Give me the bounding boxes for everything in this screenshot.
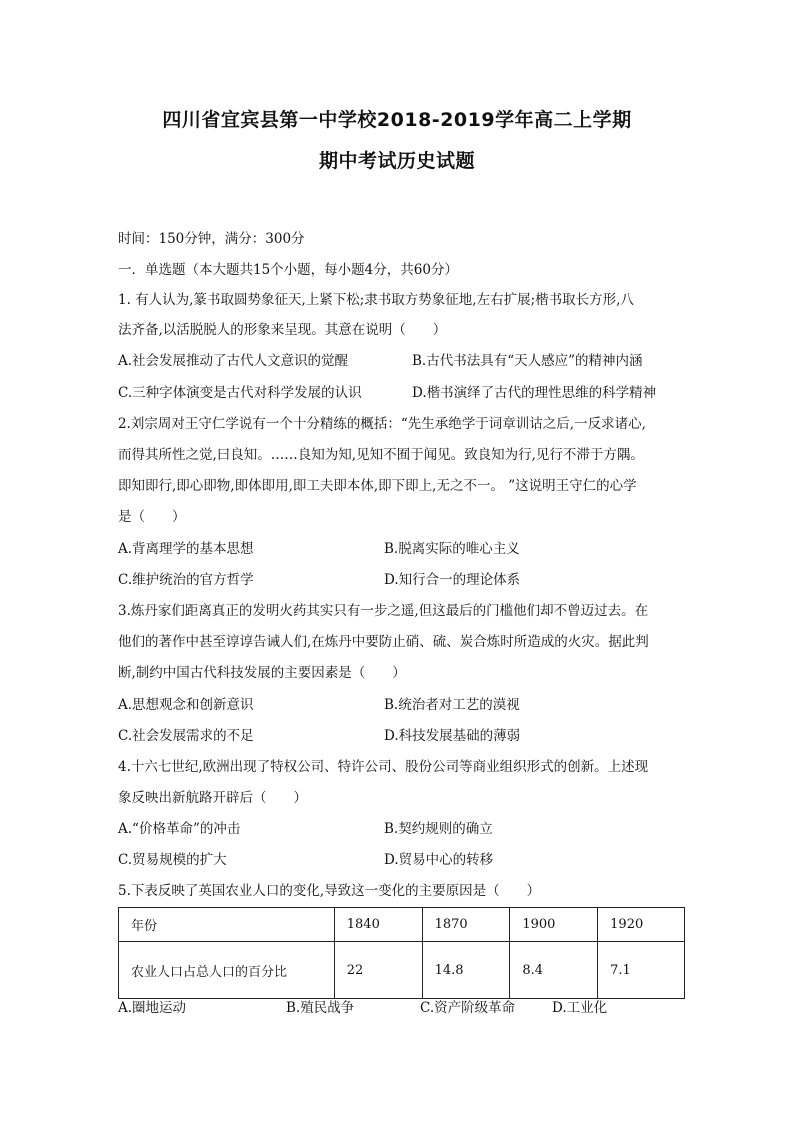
question-2-stem-line-3: 即知即行,即心即物,即体即用,即工夫即本体,即下即上,无之不一。 ”这说明王守仁的心学 — [118, 478, 637, 494]
question-2-stem-line-2: 而得其所性之觉,曰良知。……良知为知,见知不囿于闻见。致良知为行,见行不滞于方隅。 — [118, 447, 644, 463]
question-3-option-d: D.科技发展基础的薄弱 — [384, 728, 521, 744]
question-3-option-a: A.思想观念和创新意识 — [118, 697, 254, 713]
question-5-option-c: C.资产阶级革命 — [420, 1000, 516, 1016]
question-4-option-a: A.“价格革命”的冲击 — [118, 821, 241, 837]
table-cell: 1840 — [334, 908, 422, 942]
table-cell: 1920 — [598, 908, 685, 942]
question-1-option-c: C.三种字体演变是古代对科学发展的认识 — [118, 385, 362, 401]
page-title-line1: 四川省宜宾县第一中学校2018-2019学年高二上学期 — [162, 109, 632, 131]
farm-population-table — [118, 907, 685, 999]
question-2-option-b: B.脱离实际的唯心主义 — [384, 541, 520, 557]
question-2-option-a: A.背离理学的基本思想 — [118, 541, 254, 557]
section-heading: 一．单选题（本大题共15个小题，每小题4分，共60分） — [118, 262, 458, 278]
table-cell: 年份 — [119, 908, 335, 942]
question-2-option-d: D.知行合一的理论体系 — [384, 572, 521, 588]
question-1-stem-line-2: 法齐备,以活脱脱人的形象来呈现。其意在说明（ ） — [118, 322, 447, 338]
table-cell: 8.4 — [510, 942, 598, 999]
question-3-stem-line-1: 3.炼丹家们距离真正的发明火药其实只有一步之遥,但这最后的门槛他们却不曾迈过去。在 — [118, 603, 649, 619]
table-cell: 7.1 — [598, 942, 685, 999]
question-4-option-c: C.贸易规模的扩大 — [118, 852, 227, 868]
question-3-option-c: C.社会发展需求的不足 — [118, 728, 254, 744]
question-2-stem-line-1: 2.刘宗周对王守仁学说有一个十分精练的概括：“先生承绝学于词章训诂之后,一反求诸心, — [118, 416, 646, 432]
table-row — [119, 942, 685, 999]
question-1-option-a: A.社会发展推动了古代人文意识的觉醒 — [118, 353, 349, 369]
question-4-option-d: D.贸易中心的转移 — [384, 852, 494, 868]
table-cell: 14.8 — [422, 942, 510, 999]
question-5-option-b: B.殖民战争 — [286, 1000, 355, 1016]
question-2-stem-line-4: 是（ ） — [118, 509, 186, 525]
table-cell: 1870 — [422, 908, 510, 942]
table-cell: 1900 — [510, 908, 598, 942]
question-3-stem-line-2: 他们的著作中甚至谆谆告诫人们,在炼丹中要防止硝、硫、炭合炼时所造成的火灾。据此判 — [118, 634, 649, 650]
question-5-option-d: D.工业化 — [552, 1000, 608, 1016]
question-1-option-d: D.楷书演绎了古代的理性思维的科学精神 — [412, 385, 657, 401]
question-4-stem-line-1: 4.十六七世纪,欧洲出现了特权公司、特许公司、股份公司等商业组织形式的创新。上述现 — [118, 759, 649, 775]
question-3-stem-line-3: 断,制约中国古代科技发展的主要因素是（ ） — [118, 665, 406, 681]
page-title-line2: 期中考试历史试题 — [318, 150, 475, 172]
question-3-option-b: B.统治者对工艺的漠视 — [384, 697, 520, 713]
question-5-stem-line-1: 5.下表反映了英国农业人口的变化,导致这一变化的主要原因是（ ） — [118, 883, 541, 899]
question-1-stem-line-1: 1. 有人认为,篆书取圆势象征天,上紧下松;隶书取方势象征地,左右扩展;楷书取长方形,八 — [118, 292, 634, 308]
question-4-stem-line-2: 象反映出新航路开辟后（ ） — [118, 790, 307, 806]
exam-time-info: 时间：150分钟，满分：300分 — [118, 231, 305, 247]
question-4-option-b: B.契约规则的确立 — [384, 821, 493, 837]
table-cell: 22 — [334, 942, 422, 999]
question-5-option-a: A.圈地运动 — [118, 1000, 187, 1016]
question-1-option-b: B.古代书法具有“天人感应”的精神内涵 — [412, 353, 643, 369]
table-cell: 农业人口占总人口的百分比 — [119, 942, 335, 999]
question-2-option-c: C.维护统治的官方哲学 — [118, 572, 254, 588]
table-row — [119, 908, 685, 942]
